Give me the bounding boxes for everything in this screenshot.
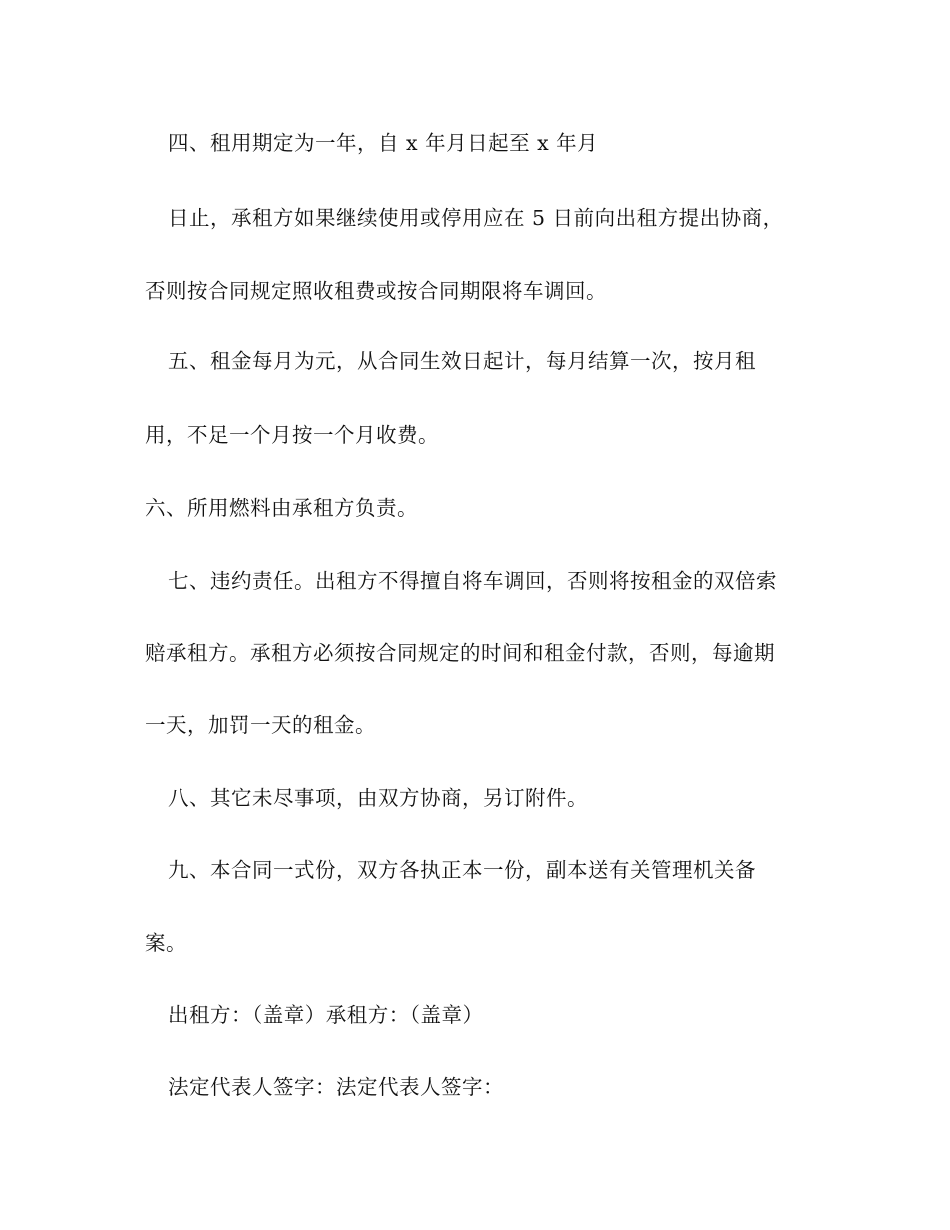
text-line-clause-7: 七、违约责任。出租方不得擅自将车调回，否则将按租金的双倍索 [168, 569, 777, 593]
text-line-clause-7-cont-1: 赔承租方。承租方必须按合同规定的时间和租金付款，否则，每逾期 [145, 641, 775, 665]
text-line-signature-parties: 出租方：（盖章）承租方：（盖章） [168, 1003, 484, 1027]
text-line-clause-7-cont-2: 一天，加罚一天的租金。 [145, 713, 376, 737]
text-line-clause-5-cont: 用，不足一个月按一个月收费。 [145, 423, 439, 447]
text-line-signature-representatives: 法定代表人签字：法定代表人签字： [168, 1075, 504, 1099]
text-line-clause-6: 六、所用燃料由承租方负责。 [145, 496, 418, 520]
text-line-clause-5: 五、租金每月为元，从合同生效日起计，每月结算一次，按月租 [168, 349, 756, 373]
text-line-clause-4-cont-2: 否则按合同规定照收租费或按合同期限将车调回。 [145, 279, 607, 303]
text-line-clause-4-cont-1: 日止，承租方如果继续使用或停用应在 5 日前向出租方提出协商， [168, 206, 784, 230]
text-line-clause-8: 八、其它未尽事项，由双方协商，另订附件。 [168, 786, 588, 810]
text-line-clause-4: 四、租用期定为一年，自 x 年月日起至 x 年月 [168, 131, 599, 155]
text-line-clause-9: 九、本合同一式份，双方各执正本一份，副本送有关管理机关备 [168, 858, 756, 882]
text-line-clause-9-cont: 案。 [145, 931, 187, 955]
